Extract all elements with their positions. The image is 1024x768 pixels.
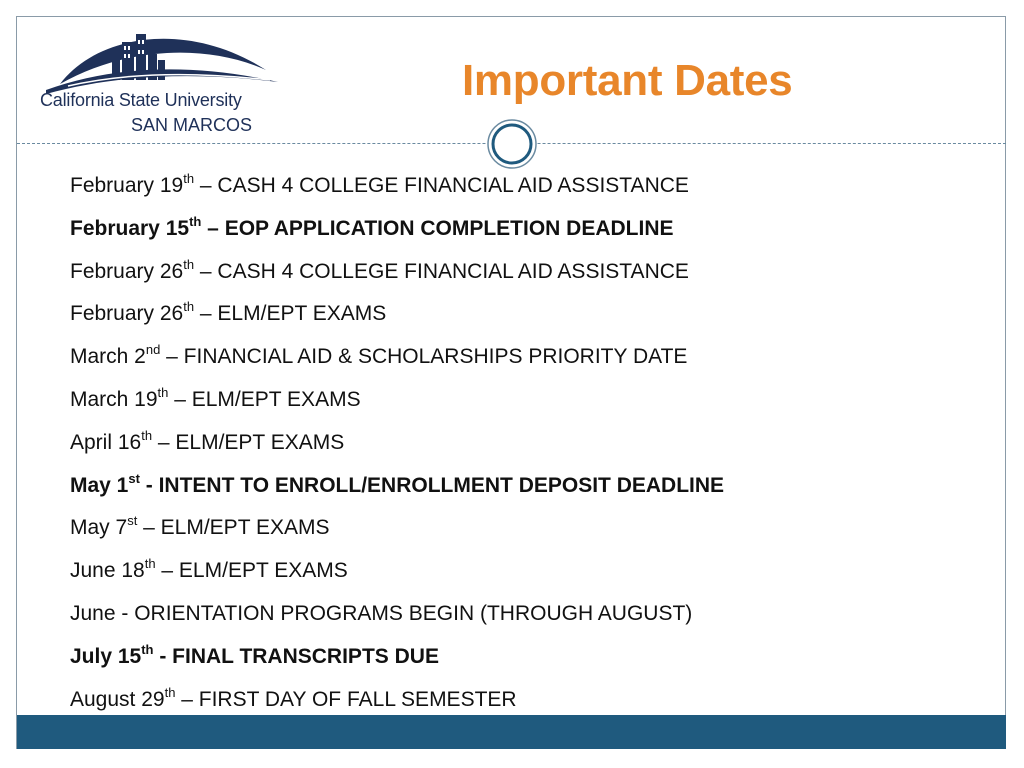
- date-ordinal-suffix: st: [128, 470, 140, 486]
- date-description: – ELM/EPT EXAMS: [137, 516, 330, 540]
- slide-title: Important Dates: [462, 56, 793, 105]
- date-label: February 15: [70, 216, 190, 240]
- date-description: – ELM/EPT EXAMS: [194, 302, 387, 326]
- date-label: April 16: [70, 430, 142, 454]
- date-description: – FINANCIAL AID & SCHOLARSHIPS PRIORITY DATE: [160, 345, 688, 369]
- date-ordinal-suffix: th: [183, 256, 195, 272]
- date-ordinal-suffix: st: [127, 513, 138, 529]
- date-item: [70, 595, 724, 638]
- date-item: [70, 509, 724, 552]
- date-label: July 15: [70, 644, 142, 668]
- date-label: February 26: [70, 259, 184, 283]
- date-label: February 26: [70, 302, 184, 326]
- date-description: - INTENT TO ENROLL/ENROLLMENT DEPOSIT DEADLINE: [139, 473, 725, 497]
- date-description: – EOP APPLICATION COMPLETION DEADLINE: [201, 216, 674, 240]
- date-ordinal-suffix: th: [164, 684, 176, 700]
- date-label: June 18: [70, 559, 145, 583]
- date-label: May 1: [70, 473, 129, 497]
- date-label: March 19: [70, 387, 158, 411]
- logo-campus-name: SAN MARCOS: [131, 115, 253, 135]
- date-item: [70, 424, 724, 467]
- date-label: March 2: [70, 345, 146, 369]
- date-item: [70, 338, 724, 381]
- date-ordinal-suffix: th: [189, 213, 202, 229]
- footer-bar: [17, 715, 1006, 749]
- date-ordinal-suffix: th: [141, 641, 154, 657]
- date-ordinal-suffix: th: [183, 299, 195, 315]
- date-item: [70, 467, 724, 510]
- date-item: [70, 253, 724, 296]
- date-description: – ELM/EPT EXAMS: [155, 559, 348, 583]
- date-label: February 19: [70, 174, 184, 197]
- logo-university-name: California State University: [40, 90, 242, 110]
- date-item: [70, 381, 724, 424]
- date-item: [70, 167, 724, 210]
- date-ordinal-suffix: th: [141, 427, 153, 443]
- date-item: [70, 638, 724, 681]
- date-ordinal-suffix: th: [144, 556, 156, 572]
- date-ordinal-suffix: th: [183, 171, 195, 186]
- ring-ornament-icon: [486, 118, 538, 170]
- date-description: – FIRST DAY OF FALL SEMESTER: [175, 687, 517, 711]
- date-item: [70, 210, 724, 253]
- date-description: – ELM/EPT EXAMS: [168, 387, 361, 411]
- date-description: - FINAL TRANSCRIPTS DUE: [153, 644, 439, 668]
- date-item: [70, 295, 724, 338]
- date-label: May 7: [70, 516, 128, 540]
- date-description: – CASH 4 COLLEGE FINANCIAL AID ASSISTANCE: [194, 259, 689, 283]
- date-item: [70, 552, 724, 595]
- date-label: August 29: [70, 687, 165, 711]
- date-description: – ELM/EPT EXAMS: [152, 430, 345, 454]
- important-dates-list: [70, 167, 724, 723]
- date-ordinal-suffix: nd: [145, 342, 161, 358]
- date-label: June - ORIENTATION PROGRAMS BEGIN (THROUGH AUGUST): [70, 601, 693, 625]
- date-description: – CASH 4 COLLEGE FINANCIAL AID ASSISTANCE: [194, 174, 689, 197]
- date-ordinal-suffix: th: [157, 384, 169, 400]
